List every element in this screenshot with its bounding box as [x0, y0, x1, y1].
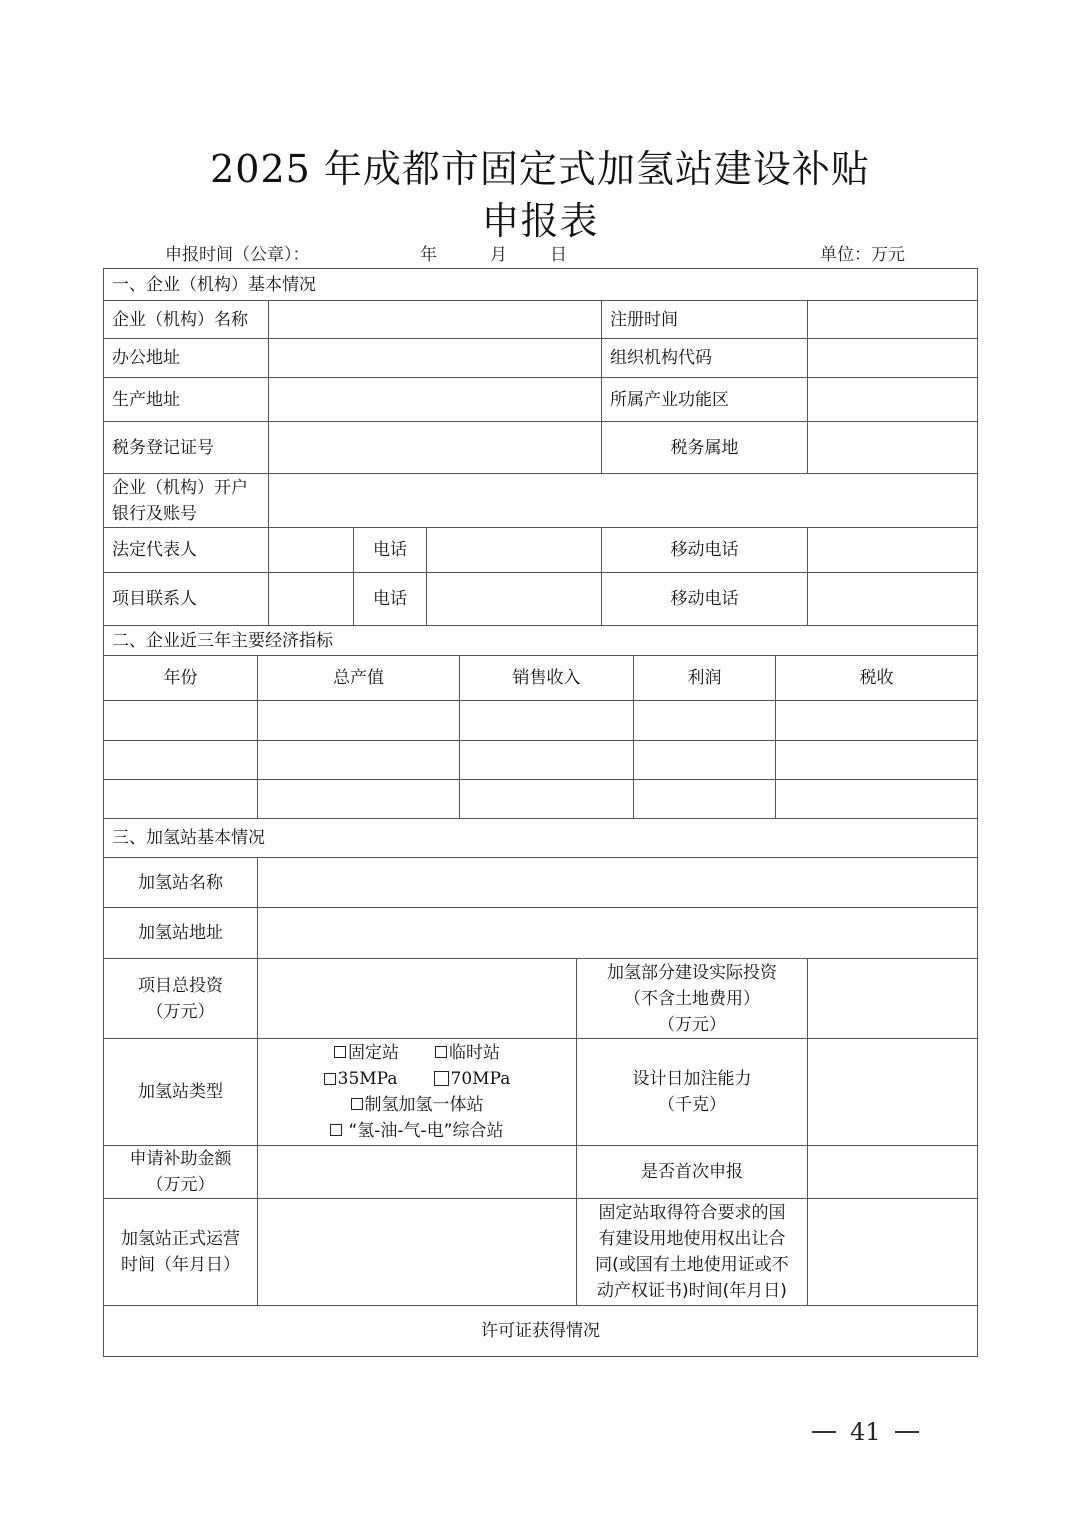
tax-location-field[interactable] [807, 421, 978, 474]
subsidy-amount-label [103, 1145, 258, 1199]
document-title-line2: 申报表 [481, 199, 599, 243]
land-contract-field[interactable] [807, 1198, 978, 1306]
license-status-label: 许可证获得情况 [103, 1305, 978, 1357]
industry-zone-field[interactable] [807, 377, 978, 422]
bank-account-label-line1: 企业（机构）开户 [112, 477, 248, 498]
option-70mpa[interactable] [434, 1066, 511, 1092]
station-type-options [257, 1038, 577, 1146]
total-investment-line1: 项目总投资 [138, 975, 223, 996]
enterprise-name-field[interactable] [268, 300, 602, 339]
tax-reg-no-label: 税务登记证号 [103, 421, 269, 474]
day-label: 日 [550, 245, 567, 265]
land-contract-line4: 动产权证书)时间(年月日) [597, 1281, 787, 1301]
total-investment-field[interactable] [257, 958, 577, 1039]
station-address-field[interactable] [257, 907, 978, 959]
project-contact-phone-label: 电话 [353, 572, 427, 626]
option-35mpa-label: 35MPa [337, 1069, 398, 1089]
office-address-field[interactable] [268, 338, 602, 378]
production-address-field[interactable] [268, 377, 602, 422]
option-35mpa[interactable] [324, 1066, 398, 1092]
operation-time-field[interactable] [257, 1198, 577, 1306]
option-integrated[interactable] [351, 1092, 484, 1118]
subsidy-amount-field[interactable] [257, 1145, 577, 1199]
project-contact-mobile-label: 移动电话 [601, 572, 808, 626]
econ-col-output: 总产值 [257, 655, 460, 701]
operation-time-label [103, 1198, 258, 1306]
option-temporary-label: 临时站 [449, 1043, 500, 1063]
option-integrated-label: 制氢加氢一体站 [364, 1095, 484, 1115]
option-temporary[interactable] [435, 1040, 500, 1066]
h2-investment-line2: （不含土地费用） [624, 988, 760, 1009]
econ-cell[interactable] [633, 779, 776, 819]
register-time-label: 注册时间 [601, 300, 808, 339]
section1-header: 一、企业（机构）基本情况 [103, 268, 978, 301]
operation-time-line1: 加氢站正式运营 [121, 1229, 240, 1249]
econ-col-profit: 利润 [633, 655, 776, 701]
first-application-field[interactable] [807, 1145, 978, 1199]
checkbox-icon[interactable] [351, 1098, 363, 1110]
econ-cell[interactable] [459, 700, 634, 741]
econ-cell[interactable] [633, 700, 776, 741]
option-fixed[interactable] [334, 1040, 399, 1066]
daily-capacity-line1: 设计日加注能力 [632, 1069, 752, 1089]
month-label: 月 [490, 245, 507, 265]
page-number [812, 1418, 919, 1446]
econ-cell[interactable] [775, 740, 978, 780]
land-contract-label [576, 1198, 808, 1306]
document-title-line1: 2025 年成都市固定式加氢站建设补贴 [210, 147, 870, 191]
h2-investment-line1: 加氢部分建设实际投资 [607, 962, 777, 983]
enterprise-name-label: 企业（机构）名称 [103, 300, 269, 339]
industry-zone-label: 所属产业功能区 [601, 377, 808, 422]
first-application-label: 是否首次申报 [576, 1145, 808, 1199]
dash-right [895, 1431, 919, 1433]
econ-col-year: 年份 [103, 655, 258, 701]
tax-reg-no-field[interactable] [268, 421, 602, 474]
office-address-label: 办公地址 [103, 338, 269, 378]
daily-capacity-line2: （千克） [658, 1095, 726, 1115]
checkbox-icon[interactable] [435, 1046, 447, 1058]
legal-rep-phone-label: 电话 [353, 527, 427, 573]
project-contact-label: 项目联系人 [103, 572, 269, 626]
econ-cell[interactable] [103, 779, 258, 819]
h2-investment-label [576, 958, 808, 1039]
org-code-field[interactable] [807, 338, 978, 378]
econ-cell[interactable] [103, 740, 258, 780]
land-contract-line1: 固定站取得符合要求的国 [598, 1203, 786, 1223]
econ-cell[interactable] [775, 779, 978, 819]
legal-rep-field[interactable] [268, 527, 354, 573]
econ-cell[interactable] [459, 779, 634, 819]
apply-time-label: 申报时间（公章）： [165, 245, 310, 265]
h2-investment-field[interactable] [807, 958, 978, 1039]
unit-label: 单位：万元 [820, 245, 905, 265]
total-investment-line2: （万元） [146, 1001, 215, 1022]
bank-account-field[interactable] [268, 473, 978, 528]
register-time-field[interactable] [807, 300, 978, 339]
land-contract-line3: 同(或国有土地使用证或不 [595, 1255, 789, 1275]
legal-rep-phone-field[interactable] [426, 527, 602, 573]
station-address-label: 加氢站地址 [103, 907, 258, 959]
daily-capacity-field[interactable] [807, 1038, 978, 1146]
org-code-label: 组织机构代码 [601, 338, 808, 378]
station-type-label: 加氢站类型 [103, 1038, 258, 1146]
station-name-label: 加氢站名称 [103, 857, 258, 908]
econ-cell[interactable] [257, 740, 460, 780]
option-combined-label: “氢-油-气-电”综合站 [348, 1121, 504, 1141]
econ-cell[interactable] [257, 779, 460, 819]
legal-rep-mobile-field[interactable] [807, 527, 978, 573]
econ-cell[interactable] [775, 700, 978, 741]
econ-col-tax: 税收 [775, 655, 978, 701]
checkbox-icon[interactable] [324, 1073, 336, 1085]
land-contract-line2: 有建设用地使用权出让合 [598, 1229, 786, 1249]
project-contact-mobile-field[interactable] [807, 572, 978, 626]
subsidy-amount-line2: （万元） [146, 1175, 215, 1195]
option-70mpa-label: 70MPa [450, 1069, 511, 1089]
option-fixed-label: 固定站 [348, 1043, 399, 1063]
bank-account-label [103, 473, 269, 528]
dash-left [812, 1431, 836, 1433]
h2-investment-line3: （万元） [658, 1014, 726, 1035]
section2-header: 二、企业近三年主要经济指标 [103, 625, 978, 656]
operation-time-line2: 时间（年月日） [121, 1255, 240, 1275]
econ-cell[interactable] [103, 700, 258, 741]
section3-header: 三、加氢站基本情况 [103, 818, 978, 858]
checkbox-icon[interactable] [330, 1124, 342, 1136]
legal-rep-mobile-label: 移动电话 [601, 527, 808, 573]
bank-account-label-line2: 银行及账号 [112, 503, 197, 524]
checkbox-icon[interactable] [434, 1071, 449, 1086]
subsidy-amount-line1: 申请补助金额 [129, 1149, 232, 1169]
tax-location-label: 税务属地 [601, 421, 808, 474]
year-label: 年 [420, 245, 437, 265]
station-name-field[interactable] [257, 857, 978, 908]
daily-capacity-label [576, 1038, 808, 1146]
production-address-label: 生产地址 [103, 377, 269, 422]
legal-rep-label: 法定代表人 [103, 527, 269, 573]
total-investment-label [103, 958, 258, 1039]
econ-cell[interactable] [459, 740, 634, 780]
econ-col-sales: 销售收入 [459, 655, 634, 701]
option-combined[interactable] [330, 1118, 503, 1144]
checkbox-icon[interactable] [334, 1046, 346, 1058]
project-contact-phone-field[interactable] [426, 572, 602, 626]
project-contact-field[interactable] [268, 572, 354, 626]
econ-cell[interactable] [257, 700, 460, 741]
econ-cell[interactable] [633, 740, 776, 780]
page-number-text: 41 [850, 1418, 881, 1446]
